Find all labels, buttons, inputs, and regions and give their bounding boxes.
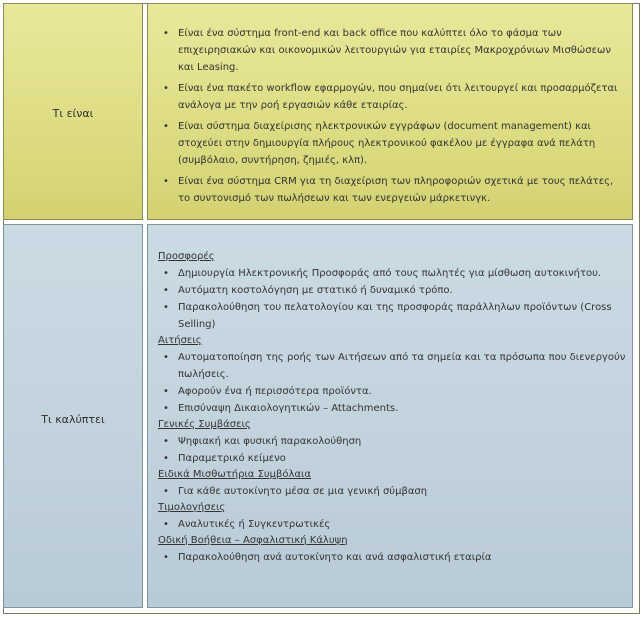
list-item xyxy=(156,516,626,533)
bullet-icon: • xyxy=(163,486,169,497)
bullet-icon: • xyxy=(163,176,169,187)
list-item-text: Αυτοματοποίηση της ροής των Αιτήσεων από τα σημεία και τα πρόσωπα που διενεργούν πωλήσεις. xyxy=(178,352,626,380)
what-it-covers-label: Τι καλύπτει xyxy=(41,413,105,426)
list-item-text: Παραμετρικό κείμενο xyxy=(178,453,286,464)
section-list xyxy=(156,516,626,533)
section-list xyxy=(156,265,626,333)
section-heading: Γενικές Συμβάσεις xyxy=(158,419,251,430)
section-list xyxy=(156,549,626,566)
what-it-is-label: Τι είναι xyxy=(52,107,94,120)
bullet-icon: • xyxy=(163,352,169,363)
list-item xyxy=(156,400,626,417)
list-item xyxy=(156,173,622,207)
bullet-icon: • xyxy=(163,121,169,132)
list-item-text: Επισύναψη Δικαιολογητικών – Attachments. xyxy=(178,403,399,414)
list-item xyxy=(156,265,626,282)
list-item xyxy=(156,299,626,333)
list-item-text: Για κάθε αυτοκίνητο μέσα σε μια γενική σύμβαση xyxy=(178,486,428,497)
what-it-is-list xyxy=(156,25,622,211)
what-it-covers-content-cell xyxy=(147,224,633,608)
what-it-covers-list xyxy=(156,249,626,566)
list-item xyxy=(156,349,626,383)
list-item-text: Παρακολούθηση ανά αυτοκίνητο και ανά ασφαλιστική εταιρία xyxy=(178,552,492,563)
what-it-is-label-cell xyxy=(3,3,143,220)
bullet-icon: • xyxy=(163,436,169,447)
list-item xyxy=(156,383,626,400)
bullet-icon: • xyxy=(163,519,169,530)
section-list xyxy=(156,433,626,467)
list-item-text: Είναι σύστημα διαχείρισης ηλεκτρονικών εγγράφων (document management) και στοχεύει στην δημιουργία πλήρους ηλεκτρονικού φακέλου με έγγραφα ανά πελάτη (συμβόλαιο, συντήρηση, ζημιές, κλπ). xyxy=(178,121,596,166)
list-item-text: Είναι ένα πακέτο workflow εφαρμογών, που σημαίνει ότι λειτουργεί και προσαρμόζεται ανάλογα με την ροή εργασιών κάθε εταιρίας. xyxy=(178,83,618,111)
section-list xyxy=(156,349,626,417)
list-item-text: Είναι ένα σύστημα CRM για τη διαχείριση των πληροφοριών σχετικά με τους πελάτες, το συντονισμό των πωλήσεων και των ενεργειών μάρκετινγκ. xyxy=(178,176,614,204)
list-item xyxy=(156,80,622,114)
list-item-text: Δημιουργία Ηλεκτρονικής Προσφοράς από τους πωλητές για μίσθωση αυτοκινήτου. xyxy=(178,268,602,279)
list-item xyxy=(156,118,622,169)
list-item-text: Αυτόματη κοστολόγηση με στατικό ή δυναμικό τρόπο. xyxy=(178,285,453,296)
section-heading: Αιτήσεις xyxy=(158,335,202,346)
list-item xyxy=(156,433,626,450)
list-item-text: Ψηφιακή και φυσική παρακολούθηση xyxy=(178,436,362,447)
list-item xyxy=(156,549,626,566)
list-item xyxy=(156,25,622,76)
section-heading: Ειδικά Μισθωτήρια Συμβόλαια xyxy=(158,469,312,480)
section-list xyxy=(156,483,626,500)
section-heading: Οδική Βοήθεια – Ασφαλιστική Κάλυψη xyxy=(158,535,348,546)
what-it-is-content-cell xyxy=(147,3,633,220)
bullet-icon: • xyxy=(163,83,169,94)
what-it-covers-label-cell xyxy=(3,224,143,608)
list-item-text: Αφορούν ένα ή περισσότερα προϊόντα. xyxy=(178,386,372,397)
bullet-icon: • xyxy=(163,28,169,39)
bullet-icon: • xyxy=(163,268,169,279)
bullet-icon: • xyxy=(163,552,169,563)
list-item-text: Αναλυτικές ή Συγκεντρωτικές xyxy=(178,519,331,530)
bullet-icon: • xyxy=(163,403,169,414)
list-item xyxy=(156,483,626,500)
bullet-icon: • xyxy=(163,302,169,313)
bullet-icon: • xyxy=(163,386,169,397)
bullet-icon: • xyxy=(163,285,169,296)
list-item xyxy=(156,282,626,299)
section-heading: Τιμολογήσεις xyxy=(158,502,226,513)
section-heading: Προσφορές xyxy=(158,251,215,262)
bullet-icon: • xyxy=(163,453,169,464)
list-item-text: Παρακολούθηση του πελατολογίου και της προσφοράς παράλληλων προϊόντων (Cross Selling) xyxy=(178,302,612,330)
list-item-text: Είναι ένα σύστημα front-end και back office που καλύπτει όλο το φάσμα των επιχειρησιακών και οικονομικών λειτουργιών για εταιρίες Μακροχρόνιων Μισθώσεων και Leasing. xyxy=(178,28,612,73)
list-item xyxy=(156,450,626,467)
